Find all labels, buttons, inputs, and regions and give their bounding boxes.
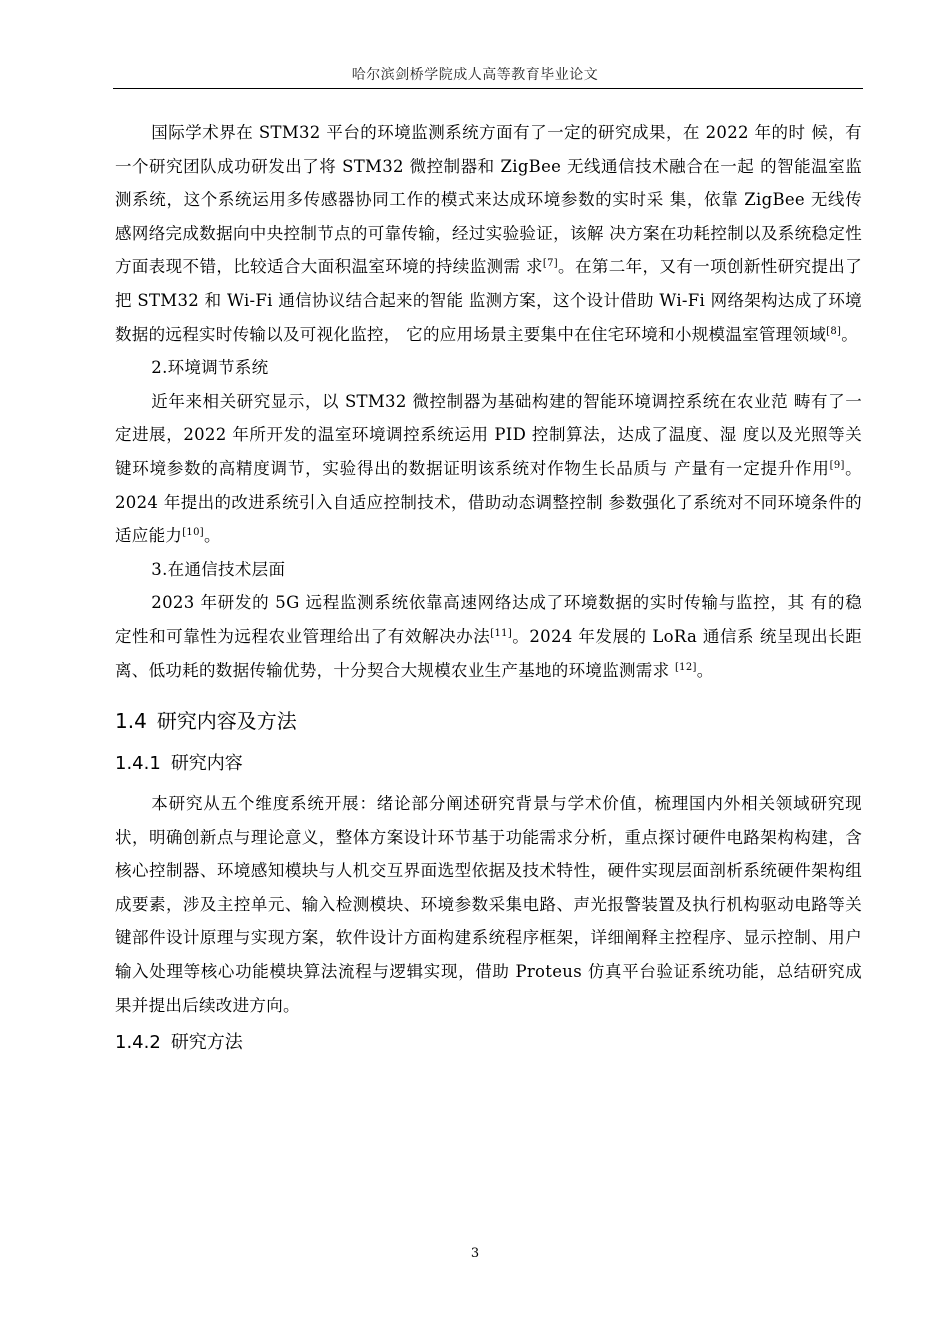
paragraph-text: 。在第二年，又有一项创新性研究提出了把 STM32 和 Wi-Fi 通信协议结合起来的智能 监测方案，这个设计借助 Wi-Fi 网络架构达成了环境数据的远程实时传输以及可视化监控， 它的应用场景主要集中在住宅环境和小规模温室管理领域 bbox=[115, 257, 862, 344]
section-number: 1.4.1 bbox=[115, 753, 161, 775]
section-number: 1.4.2 bbox=[115, 1032, 161, 1054]
list-item-communication: 3.在通信技术层面 bbox=[151, 559, 286, 579]
paragraph-environment-control bbox=[115, 385, 862, 553]
page-number: 3 bbox=[470, 1246, 480, 1261]
paragraph-text: 。 bbox=[203, 526, 221, 546]
paragraph-text: 。2024 年提出的改进系统引入自适应控制技术，借助动态调整控制 参数强化了系统对不同环境条件的适应能力 bbox=[115, 458, 862, 546]
section-title: 研究内容及方法 bbox=[156, 709, 297, 734]
paragraph-text: 。 bbox=[696, 660, 714, 680]
citation-7: [7] bbox=[542, 258, 558, 270]
header-title: 哈尔滨剑桥学院成人高等教育毕业论文 bbox=[351, 67, 599, 83]
list-item-environment-control: 2.环境调节系统 bbox=[151, 358, 269, 378]
section-heading-1-4-2 bbox=[115, 1024, 862, 1062]
section-heading-1-4 bbox=[115, 701, 862, 741]
citation-8: [8] bbox=[826, 325, 842, 337]
header-rule bbox=[113, 88, 863, 89]
citation-11: [11] bbox=[490, 627, 513, 639]
section-title: 研究内容 bbox=[170, 753, 243, 775]
paragraph-text: 。 bbox=[841, 324, 859, 344]
paragraph-text: 。2024 年发展的 LoRa 通信系 统呈现出长距离、低功耗的数据传输优势，十分契合大规模农业生产基地的环境监测需求 bbox=[115, 626, 862, 680]
paragraph-text: 近年来相关研究显示，以 STM32 微控制器为基础构建的智能环境调控系统在农业范 畴有了一定进展，2022 年所开发的温室环境调控系统运用 PID 控制算法，达成了温度、湿 度以及光照等关键环境参数的高精度调节，实验得出的数据证明该系统对作物生长品质与 产量有一定提升作用 bbox=[115, 391, 862, 478]
citation-9: [9] bbox=[829, 459, 845, 471]
page-body bbox=[115, 116, 862, 1066]
citation-12: [12] bbox=[674, 661, 697, 673]
paragraph-text: 2023 年研发的 5G 远程监测系统依靠高速网络达成了环境数据的实时传输与监控，其 有的稳定性和可靠性为远程农业管理给出了有效解决办法 bbox=[115, 593, 862, 646]
citation-10: [10] bbox=[182, 527, 204, 539]
section-title: 研究方法 bbox=[170, 1032, 243, 1054]
paragraph-intl-research bbox=[115, 116, 862, 351]
section-number: 1.4 bbox=[115, 709, 147, 734]
paragraph-research-content: 本研究从五个维度系统开展：绪论部分阐述研究背景与学术价值，梳理国内外相关领域研究现状，明确创新点与理论意义，整体方案设计环节基于功能需求分析，重点探讨硬件电路架构构建，含核心控制器、环境感知模块与人机交互界面选型依据及技术特性，硬件实现层面剖析系统硬件架构组成要素，涉及主控单元、输入检测模块、环境参数采集电路、声光报警装置及执行机构驱动电路等关键部件设计原理与实现方案，软件设计方面构建系统程序框架，详细阐释主控程序、显示控制、用户输入处理等核心功能模块算法流程与逻辑实现，借助 Proteus 仿真平台验证系统功能，总结研究成果并提出后续改进方向。 bbox=[115, 794, 862, 1015]
paragraph-communication bbox=[115, 586, 862, 687]
section-heading-1-4-1 bbox=[115, 745, 862, 783]
paragraph-text: 国际学术界在 STM32 平台的环境监测系统方面有了一定的研究成果，在 2022 年的时 候，有一个研究团队成功研发出了将 STM32 微控制器和 ZigBee 无线通信技术融合在一起 的智能温室监测系统，这个系统运用多传感器协同工作的模式来达成环境参数的实时采 集，依靠 ZigBee 无线传感网络完成数据向中央控制节点的可靠传输，经过实验验证，该解 决方案在功耗控制以及系统稳定性方面表现不错，比较适合大面积温室环境的持续监测需 求 bbox=[115, 123, 862, 277]
